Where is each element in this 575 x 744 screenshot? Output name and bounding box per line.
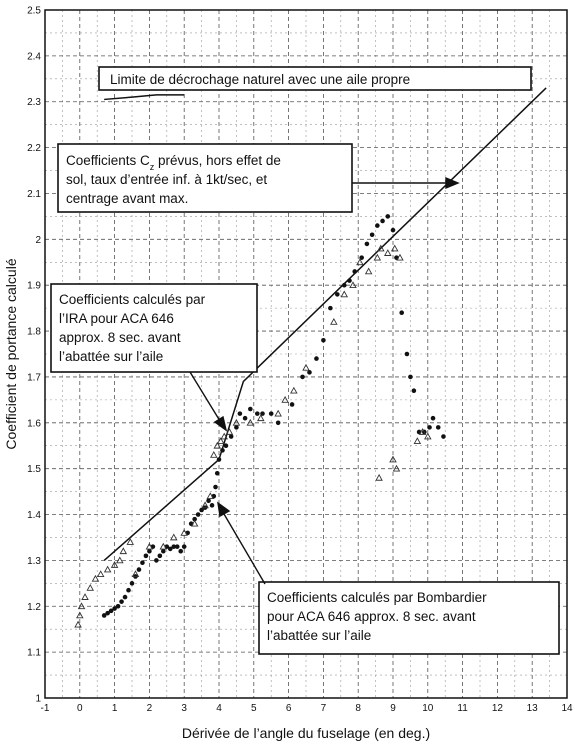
data-point-circle xyxy=(182,544,187,549)
data-point-circle xyxy=(412,388,417,393)
x-tick-label: -1 xyxy=(40,703,50,714)
data-point-circle xyxy=(427,425,432,430)
data-point-circle xyxy=(321,338,326,343)
data-point-circle xyxy=(365,242,370,247)
data-point-circle xyxy=(238,411,243,416)
annotation-bombardier xyxy=(259,582,559,654)
data-point-circle xyxy=(196,512,201,517)
y-tick-label: 2.3 xyxy=(27,97,41,109)
data-point-circle xyxy=(116,604,121,609)
data-point-circle xyxy=(375,223,380,228)
data-point-circle xyxy=(385,214,390,219)
data-point-circle xyxy=(178,549,183,554)
data-point-circle xyxy=(123,595,128,600)
data-point-circle xyxy=(352,269,357,274)
data-point-circle xyxy=(213,485,218,490)
data-point-circle xyxy=(248,407,253,412)
x-axis-label: Dérivée de l’angle du fuselage (en deg.) xyxy=(181,725,431,741)
x-tick-label: 0 xyxy=(77,703,83,714)
data-point-circle xyxy=(380,219,385,224)
data-point-circle xyxy=(441,434,446,439)
annotation-stall-limit xyxy=(99,67,531,90)
y-tick-label: 1.4 xyxy=(27,510,41,522)
data-point-circle xyxy=(347,278,352,283)
y-tick-label: 1.6 xyxy=(27,418,41,430)
data-point-circle xyxy=(210,503,215,508)
x-tick-label: 8 xyxy=(355,703,361,714)
y-tick-label: 1.8 xyxy=(27,326,41,338)
y-tick-label: 1.3 xyxy=(27,555,41,567)
data-point-circle xyxy=(137,567,142,572)
data-point-circle xyxy=(217,457,222,462)
annotation-text: sol, taux d’entrée inf. à 1kt/sec, et xyxy=(66,172,268,187)
y-axis-label: Coefficient de portance calculé xyxy=(3,258,19,450)
data-point-circle xyxy=(229,434,234,439)
annotation-text: l’abattée sur l’aile xyxy=(267,628,372,643)
y-tick-label: 1.5 xyxy=(27,464,41,476)
data-point-circle xyxy=(276,421,281,426)
data-point-circle xyxy=(140,560,145,565)
annotation-text: l’abattée sur l’aile xyxy=(59,349,164,364)
x-tick-label: 13 xyxy=(526,703,538,714)
annotation-text: pour ACA 646 approx. 8 sec. avant xyxy=(267,609,476,624)
data-point-circle xyxy=(335,292,340,297)
y-tick-label: 2 xyxy=(35,234,41,246)
x-tick-label: 6 xyxy=(285,703,292,714)
x-tick-label: 5 xyxy=(251,703,257,714)
data-point-circle xyxy=(342,283,347,288)
y-tick-label: 1.1 xyxy=(27,647,41,659)
annotation-text: Coefficients calculés par xyxy=(59,292,206,307)
data-point-circle xyxy=(255,411,260,416)
data-point-circle xyxy=(391,228,396,233)
data-point-circle xyxy=(370,232,375,237)
data-point-circle xyxy=(220,448,225,453)
data-point-circle xyxy=(307,370,312,375)
data-point-circle xyxy=(431,416,436,421)
y-tick-label: 1.9 xyxy=(27,280,41,292)
y-tick-label: 2.2 xyxy=(27,143,41,155)
data-point-circle xyxy=(175,544,180,549)
data-point-circle xyxy=(130,581,135,586)
data-point-circle xyxy=(147,549,152,554)
data-point-circle xyxy=(144,554,149,559)
data-point-circle xyxy=(300,375,305,380)
x-tick-label: 10 xyxy=(422,703,434,714)
x-tick-label: 11 xyxy=(457,703,468,714)
annotation-text: l’IRA pour ACA 646 xyxy=(59,311,174,326)
x-tick-label: 7 xyxy=(320,703,327,714)
y-tick-label: 1 xyxy=(35,693,41,705)
data-point-circle xyxy=(119,599,124,604)
annotation-text: Coefficients calculés par Bombardier xyxy=(267,590,487,605)
y-tick-label: 2.4 xyxy=(27,51,41,63)
y-tick-label: 1.7 xyxy=(27,372,41,384)
x-tick-label: 1 xyxy=(111,703,118,714)
data-point-circle xyxy=(328,306,333,311)
data-point-circle xyxy=(158,554,163,559)
data-point-circle xyxy=(206,498,211,503)
annotation-text: approx. 8 sec. avant xyxy=(59,330,181,345)
annotation-ira xyxy=(51,284,257,372)
data-point-circle xyxy=(224,443,229,448)
x-tick-label: 12 xyxy=(491,703,503,714)
data-point-circle xyxy=(399,310,404,315)
annotation-predicted-cz xyxy=(58,144,352,212)
x-tick-label: 9 xyxy=(390,703,396,714)
annotation-text: centrage avant max. xyxy=(66,191,189,206)
y-tick-label: 2.5 xyxy=(27,5,41,17)
x-tick-label: 14 xyxy=(561,703,573,714)
data-point-circle xyxy=(405,352,410,357)
data-point-circle xyxy=(154,558,159,563)
x-tick-label: 4 xyxy=(216,703,222,714)
data-point-circle xyxy=(243,416,248,421)
data-point-circle xyxy=(234,425,239,430)
data-point-circle xyxy=(314,356,319,361)
y-tick-label: 1.2 xyxy=(27,601,41,613)
y-tick-label: 2.1 xyxy=(27,188,41,200)
data-point-circle xyxy=(161,549,166,554)
data-point-circle xyxy=(408,375,413,380)
annotation-text: Coefficients $C_z$ prévus, hors effet de xyxy=(66,153,281,172)
annotation-text: Limite de décrochage naturel avec une aile propre xyxy=(110,72,411,87)
data-point-circle xyxy=(269,411,274,416)
x-tick-label: 3 xyxy=(181,703,187,714)
data-point-circle xyxy=(436,425,441,430)
data-point-circle xyxy=(215,471,220,476)
x-tick-label: 2 xyxy=(146,703,153,714)
data-point-circle xyxy=(290,402,295,407)
data-point-circle xyxy=(126,588,131,593)
